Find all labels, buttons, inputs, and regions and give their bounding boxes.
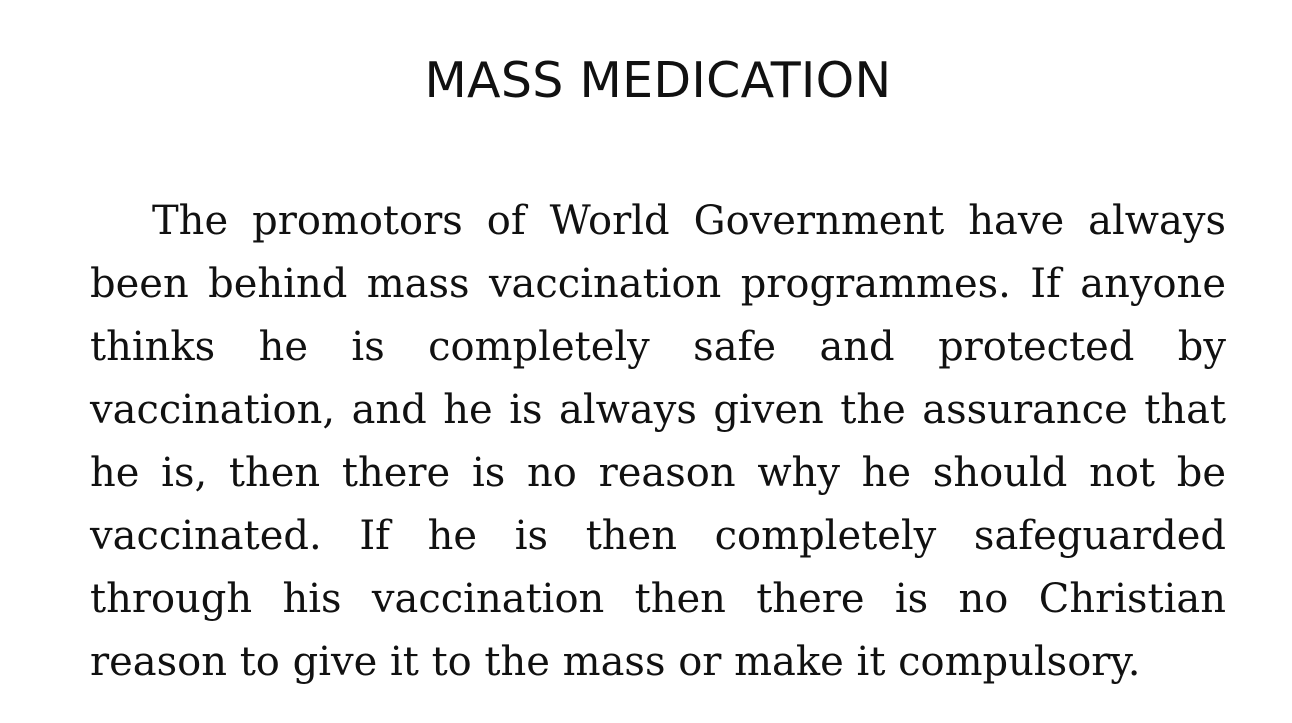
- chapter-title: MASS MEDICATION: [424, 52, 892, 109]
- body-paragraph: The promotors of World Government have always been behind mass vaccination programmes. If anyone thinks he is completely safe and protected by vaccination, and he is always given the assurance that he is, then there is no reason why he should not be vaccinated. If he is then completely safeguarded through his vaccination then there is no Christian reason to give it to the mass or make it compulsory.: [90, 198, 1226, 685]
